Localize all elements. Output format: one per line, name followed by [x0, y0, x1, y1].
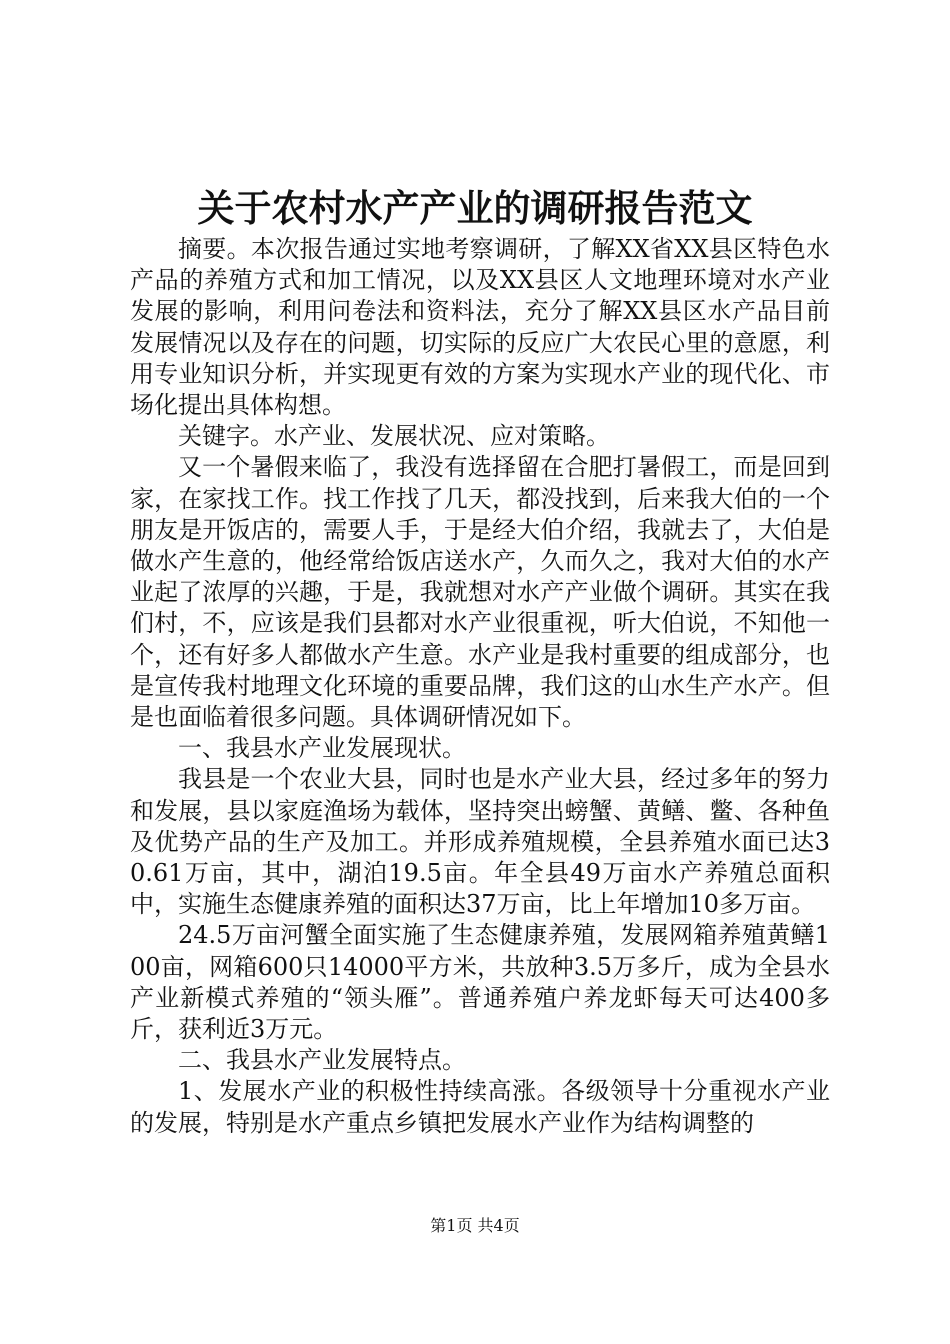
intro-paragraph: 又一个暑假来临了，我没有选择留在合肥打暑假工，而是回到家，在家找工作。找工作找了几天，都没找到，后来我大伯的一个朋友是开饭店的，需要人手，于是经大伯介绍，我就去了，大伯是做水产生意的，他经常给饭店送水产，久而久之，我对大伯的水产业起了浓厚的兴趣，于是，我就想对水产产业做个调研。其实在我们村，不，应该是我们县都对水产业很重视，听大伯说，不知他一个，还有好多人都做水产生意。水产业是我村重要的组成部分，也是宣传我村地理文化环境的重要品牌，我们这的山水生产水产。但是也面临着很多问题。具体调研情况如下。	[130, 453, 830, 732]
section-heading-2: 二、我县水产业发展特点。	[178, 1046, 466, 1075]
abstract-paragraph: 摘要。本次报告通过实地考察调研，了解XX省XX县区特色水产品的养殖方式和加工情况，以及XX县区人文地理环境对水产业发展的影响，利用问卷法和资料法，充分了解XX县区水产品目前发展情况以及存在的问题，切实际的反应广大农民心里的意愿，利用专业知识分析，并实现更有效的方案为实现水产业的现代化、市场化提出具体构想。	[130, 235, 830, 420]
body-paragraph: 1、发展水产业的积极性持续高涨。各级领导十分重视水产业的发展，特别是水产重点乡镇把发展水产业作为结构调整的	[130, 1077, 830, 1137]
document-body	[130, 234, 830, 1139]
document-title: 关于农村水产产业的调研报告范文	[197, 186, 753, 230]
section-heading-1: 一、我县水产业发展现状。	[178, 734, 466, 763]
body-paragraph: 24.5万亩河蟹全面实施了生态健康养殖，发展网箱养殖黄鳝100亩，网箱600只14000平方米，共放种3.5万多斤，成为全县水产业新模式养殖的“领头雁”。普通养殖户养龙虾每天可达400多斤，获利近3万元。	[130, 921, 830, 1044]
keywords-paragraph: 关键字。水产业、发展状况、应对策略。	[178, 422, 610, 451]
page-footer: 第1页 共4页	[430, 1216, 520, 1235]
body-paragraph: 我县是一个农业大县，同时也是水产业大县，经过多年的努力和发展，县以家庭渔场为载体，坚持突出螃蟹、黄鳝、鳖、各种鱼及优势产品的生产及加工。并形成养殖规模，全县养殖水面已达30.61万亩，其中，湖泊19.5亩。年全县49万亩水产养殖总面积中，实施生态健康养殖的面积达37万亩，比上年增加10多万亩。	[130, 765, 830, 919]
